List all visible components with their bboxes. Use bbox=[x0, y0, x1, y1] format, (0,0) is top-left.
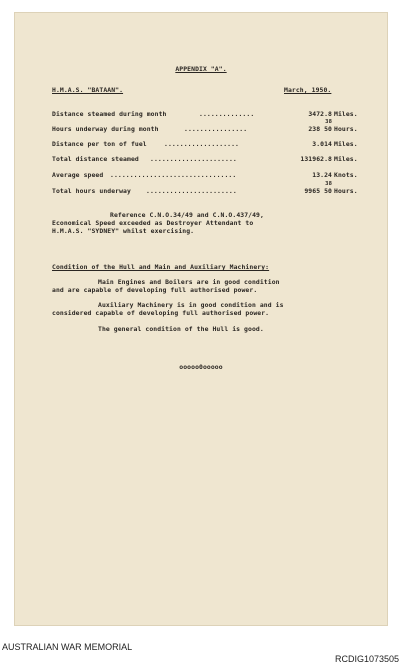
row-value: 238 50 bbox=[308, 125, 332, 133]
paragraph-line: and are capable of developing full authorised power. bbox=[52, 286, 258, 294]
report-period: March, 1950. bbox=[284, 86, 332, 94]
row-label: Hours underway during month bbox=[52, 125, 159, 133]
footer-source: AUSTRALIAN WAR MEMORIAL bbox=[2, 642, 133, 652]
paragraph-line: Auxiliary Machinery is in good condition and is bbox=[98, 301, 284, 309]
row-value: 9965 50 bbox=[304, 187, 332, 195]
row-label: Distance per ton of fuel bbox=[52, 140, 147, 148]
paragraph-line: Main Engines and Boilers are in good condition bbox=[98, 278, 280, 286]
leader-dots: ................... bbox=[164, 140, 240, 148]
leader-dots: ................................ bbox=[110, 171, 237, 179]
leader-dots: ................ bbox=[184, 125, 248, 133]
row-value: 131962.8 bbox=[300, 155, 332, 163]
row-label: Total distance steamed bbox=[52, 155, 139, 163]
reference-line: H.M.A.S. "SYDNEY" whilst exercising. bbox=[52, 227, 195, 235]
row-label: Total hours underway bbox=[52, 187, 131, 195]
row-value: 3.014 bbox=[312, 140, 332, 148]
row-unit: Miles. bbox=[334, 110, 358, 118]
reference-line: Economical Speed exceeded as Destroyer Attendant to bbox=[52, 219, 254, 227]
row-label: Average speed bbox=[52, 171, 104, 179]
section-heading: Condition of the Hull and Main and Auxiliary Machinery: bbox=[52, 263, 270, 271]
ship-name: H.M.A.S. "BATAAN". bbox=[52, 86, 124, 94]
row-unit: Hours. bbox=[334, 187, 358, 195]
row-value: 3472.8 bbox=[308, 110, 332, 118]
end-marker: ooooo0ooooo bbox=[179, 363, 223, 371]
row-value: 13.24 bbox=[312, 171, 332, 179]
leader-dots: ...................... bbox=[150, 155, 237, 163]
paragraph-line: considered capable of developing full authorised power. bbox=[52, 309, 270, 317]
row-unit: Miles. bbox=[334, 155, 358, 163]
reference-line: Reference C.N.O.34/49 and C.N.O.437/49, bbox=[110, 211, 264, 219]
row-superscript: 38 bbox=[325, 181, 332, 187]
leader-dots: ....................... bbox=[146, 187, 237, 195]
document-page bbox=[14, 12, 388, 626]
appendix-title: APPENDIX "A". bbox=[175, 65, 227, 73]
paragraph-line: The general condition of the Hull is good. bbox=[98, 325, 264, 333]
leader-dots: .............. bbox=[199, 110, 255, 118]
row-unit: Knots. bbox=[334, 171, 358, 179]
row-unit: Hours. bbox=[334, 125, 358, 133]
footer-id: RCDIG1073505 bbox=[334, 654, 399, 664]
row-superscript: 38 bbox=[325, 119, 332, 125]
row-unit: Miles. bbox=[334, 140, 358, 148]
row-label: Distance steamed during month bbox=[52, 110, 167, 118]
